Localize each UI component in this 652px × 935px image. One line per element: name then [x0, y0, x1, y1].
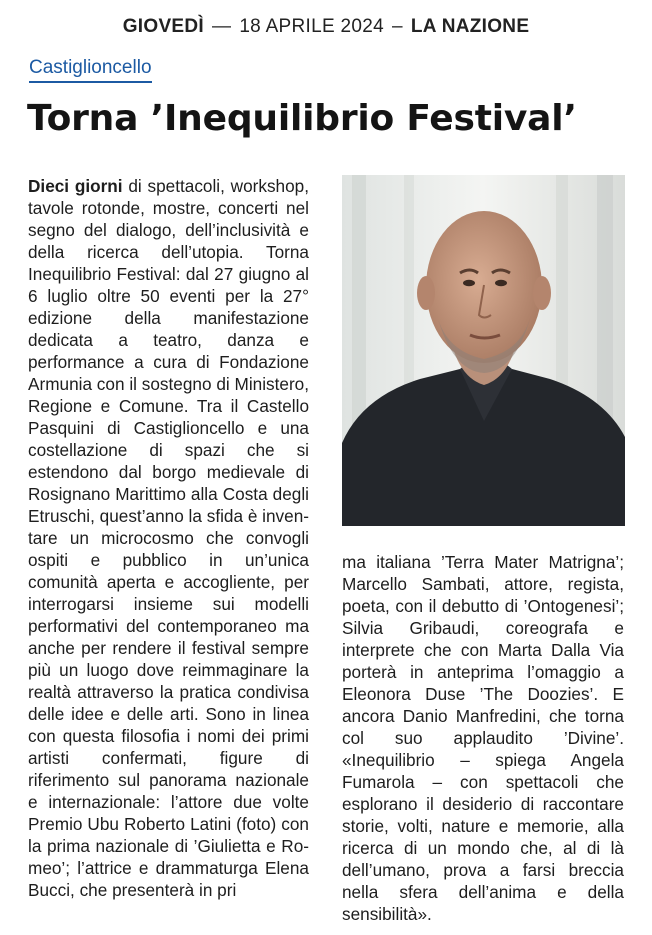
article-column-2 [342, 551, 624, 925]
article-kicker: Castiglioncello [29, 56, 152, 83]
masthead-separator: — [212, 16, 232, 37]
masthead-paper: LA NAZIONE [410, 16, 530, 37]
masthead [0, 16, 652, 38]
portrait-illustration [342, 175, 625, 526]
article-body-2: ma italiana ’Terra Mater Matrigna’; Marcello Sambati, attore, regista, poeta, con il debutto di ’Ontogenesi’; Silvia Gribaudi, coreografa e interprete che con Marta Dalla Via porterà in anteprima l’omaggio a Eleonora Duse ’The Doozies’. E ancora Danio Manfredini, che torna col suo applaudito ’Divine’. «Inequilibrio – spiega Angela Fumarola – con spettacoli che esplorano il desiderio di raccontare storie, volti, nature e memorie, alla ricerca di un mondo che, al di là dell’umano, prova a farsi breccia nella sfera dell’anima e della sensibilità». [342, 552, 624, 924]
masthead-date: 18 APRILE 2024 [239, 16, 385, 37]
masthead-separator-2: – [392, 16, 403, 37]
article-headline: Torna ’Inequilibrio Festival’ [27, 98, 577, 139]
portrait-photo [342, 175, 625, 526]
masthead-day: GIOVEDÌ [122, 16, 204, 37]
article-body-1: di spettacoli, workshop, tavole rotonde, mostre, concerti nel segno del dialogo, dell’inclusività e della ricerca dell’utopia. Torna Inequilibrio Festival: dal 27 giugno al 6 luglio oltre 50 eventi per la 27° edizione della manifestazione dedicata a teatro, danza e performance a cura di Fondazione Armunia con il sostegno di Ministero, Regione e Comune. Tra il Castello Pasquini di Castiglioncello e una costellazione di spazi che si estendono dal borgo medievale di Rosignano Marittimo alla Costa degli Etruschi, quest’anno la sfida è inventare un microcosmo che convogli ospiti e pubblico in un’unica comunità aperta e accogliente, per interrogarsi insieme sui modelli performativi del contemporaneo ma anche per rendere il festival sempre più un luogo dove reimmaginare la realtà attraverso la pratica condivisa delle idee e delle arti. Sono in linea con questa filosofia i nomi dei primi artisti confermati, figure di riferimento sul panorama nazionale e internazionale: l’attore due volte Premio Ubu Roberto Latini (foto) con la prima nazionale di ’Giulietta e Romeo’; l’attrice e drammaturga Elena Bucci, che presenterà in pri [28, 176, 309, 900]
article-lead: Dieci giorni [28, 176, 123, 196]
article-column-1 [28, 175, 309, 901]
